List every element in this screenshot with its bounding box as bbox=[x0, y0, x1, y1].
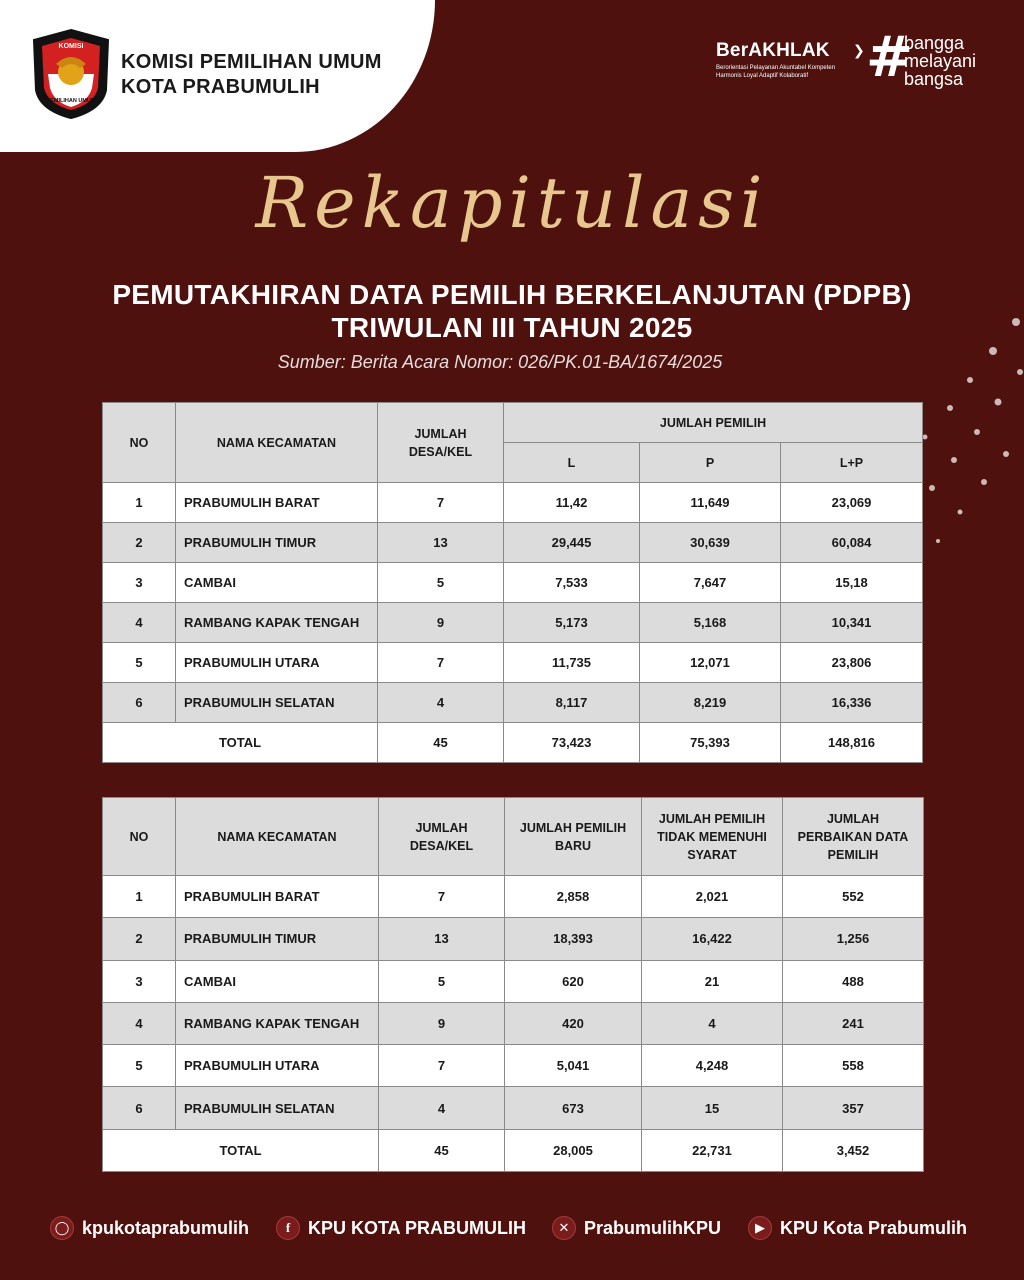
cell-nama: PRABUMULIH SELATAN bbox=[176, 683, 378, 723]
cell-p: 5,168 bbox=[640, 603, 781, 643]
cell-perbaikan: 241 bbox=[783, 1002, 924, 1044]
header-perbaikan-line1: JUMLAH bbox=[826, 811, 880, 826]
cell-perbaikan: 558 bbox=[783, 1045, 924, 1087]
cell-nama: PRABUMULIH BARAT bbox=[176, 876, 379, 918]
header-jumlah-pemilih: JUMLAH PEMILIH bbox=[504, 403, 923, 443]
logo-text-bottom: PEMILIHAN UMUM bbox=[46, 98, 96, 104]
header-jumlah-desa bbox=[378, 403, 504, 483]
header-nama-kecamatan: NAMA KECAMATAN bbox=[176, 403, 378, 483]
cell-nama: PRABUMULIH SELATAN bbox=[176, 1087, 379, 1129]
page-title bbox=[0, 278, 1024, 344]
cell-tms: 4,248 bbox=[642, 1045, 783, 1087]
table-row bbox=[103, 876, 924, 918]
cell-no: 5 bbox=[103, 643, 176, 683]
cell-nama: CAMBAI bbox=[176, 960, 379, 1002]
cell-nama: RAMBANG KAPAK TENGAH bbox=[176, 603, 378, 643]
source-note: Sumber: Berita Acara Nomor: 026/PK.01-BA/1674/2025 bbox=[277, 352, 723, 372]
table-row bbox=[103, 1002, 924, 1044]
youtube-handle: KPU Kota Prabumulih bbox=[780, 1217, 968, 1238]
header-jumlah-desa-line2: DESA/KEL bbox=[408, 444, 473, 459]
cell-tms: 15 bbox=[642, 1087, 783, 1129]
cell-tms: 16,422 bbox=[642, 918, 783, 960]
cell-lp: 23,806 bbox=[781, 643, 923, 683]
cell-desa: 13 bbox=[379, 918, 505, 960]
cell-desa: 4 bbox=[378, 683, 504, 723]
youtube-icon: ▶ bbox=[748, 1216, 772, 1240]
cell-lp: 60,084 bbox=[781, 523, 923, 563]
header-tms-line3: SYARAT bbox=[687, 847, 737, 862]
cell-p: 12,071 bbox=[640, 643, 781, 683]
cell-no: 1 bbox=[103, 876, 176, 918]
berakhlak-word: BerAKHLAK bbox=[716, 40, 830, 61]
logo-text-top: KOMISI bbox=[58, 43, 84, 50]
cell-desa: 5 bbox=[379, 960, 505, 1002]
cell-tms: 21 bbox=[642, 960, 783, 1002]
hashtag-icon: # bbox=[866, 25, 913, 90]
berakhlak-sub2: Harmonis Loyal Adaptif Kolaboratif bbox=[716, 73, 809, 79]
facebook-handle: KPU KOTA PRABUMULIH bbox=[308, 1217, 526, 1238]
table-row bbox=[103, 603, 923, 643]
kpu-logo-icon bbox=[30, 28, 112, 120]
cell-no: 6 bbox=[103, 683, 176, 723]
table-row bbox=[103, 523, 923, 563]
cell-baru: 2,858 bbox=[505, 876, 642, 918]
cell-lp: 15,18 bbox=[781, 563, 923, 603]
total-label: TOTAL bbox=[103, 723, 378, 763]
table-row bbox=[103, 643, 923, 683]
x-icon: ✕ bbox=[552, 1216, 576, 1240]
cell-p: 30,639 bbox=[640, 523, 781, 563]
cell-p: 8,219 bbox=[640, 683, 781, 723]
youtube-link[interactable] bbox=[748, 1216, 967, 1240]
total-p: 75,393 bbox=[640, 723, 781, 763]
cell-lp: 10,341 bbox=[781, 603, 923, 643]
table-row bbox=[103, 1045, 924, 1087]
cell-lp: 23,069 bbox=[781, 483, 923, 523]
cell-p: 11,649 bbox=[640, 483, 781, 523]
cell-desa: 7 bbox=[379, 876, 505, 918]
header-no: NO bbox=[103, 798, 176, 876]
cell-perbaikan: 488 bbox=[783, 960, 924, 1002]
table-total-row bbox=[103, 723, 923, 763]
cell-perbaikan: 357 bbox=[783, 1087, 924, 1129]
title-line1: PEMUTAKHIRAN DATA PEMILIH BERKELANJUTAN (PDPB) bbox=[112, 279, 912, 310]
cell-nama: PRABUMULIH TIMUR bbox=[176, 918, 379, 960]
cell-baru: 5,041 bbox=[505, 1045, 642, 1087]
voter-count-table bbox=[102, 402, 923, 763]
social-footer bbox=[0, 1216, 1024, 1250]
cell-nama: CAMBAI bbox=[176, 563, 378, 603]
cell-desa: 13 bbox=[378, 523, 504, 563]
total-l: 73,423 bbox=[504, 723, 640, 763]
header-tms-line2: TIDAK MEMENUHI bbox=[657, 829, 767, 844]
cell-baru: 620 bbox=[505, 960, 642, 1002]
header-p: P bbox=[640, 443, 781, 483]
cell-desa: 9 bbox=[378, 603, 504, 643]
cell-tms: 4 bbox=[642, 1002, 783, 1044]
table-row bbox=[103, 563, 923, 603]
cell-no: 6 bbox=[103, 1087, 176, 1129]
total-baru: 28,005 bbox=[505, 1129, 642, 1171]
bangga-line3: bangsa bbox=[904, 69, 964, 89]
header-tidak-memenuhi-syarat bbox=[642, 798, 783, 876]
cell-tms: 2,021 bbox=[642, 876, 783, 918]
facebook-icon: f bbox=[276, 1216, 300, 1240]
header-perbaikan-line2: PERBAIKAN DATA bbox=[797, 829, 909, 844]
header-tms-line1: JUMLAH PEMILIH bbox=[658, 811, 766, 826]
header-baru-line1: JUMLAH PEMILIH bbox=[519, 820, 627, 835]
x-link[interactable] bbox=[552, 1216, 721, 1240]
header-card bbox=[0, 0, 435, 152]
cell-baru: 673 bbox=[505, 1087, 642, 1129]
organization-name bbox=[121, 50, 382, 100]
table-row bbox=[103, 1087, 924, 1129]
cell-desa: 5 bbox=[378, 563, 504, 603]
cell-lp: 16,336 bbox=[781, 683, 923, 723]
cell-no: 1 bbox=[103, 483, 176, 523]
cell-l: 11,735 bbox=[504, 643, 640, 683]
cell-no: 4 bbox=[103, 603, 176, 643]
total-desa: 45 bbox=[379, 1129, 505, 1171]
cell-nama: PRABUMULIH UTARA bbox=[176, 1045, 379, 1087]
cell-desa: 7 bbox=[378, 483, 504, 523]
facebook-link[interactable] bbox=[276, 1216, 526, 1240]
cell-l: 11,42 bbox=[504, 483, 640, 523]
title-line2: TRIWULAN III TAHUN 2025 bbox=[331, 312, 693, 343]
cell-nama: PRABUMULIH UTARA bbox=[176, 643, 378, 683]
header-nama-kecamatan: NAMA KECAMATAN bbox=[176, 798, 379, 876]
header-baru-line2: BARU bbox=[554, 838, 592, 853]
cell-l: 7,533 bbox=[504, 563, 640, 603]
table1-body bbox=[103, 483, 923, 723]
instagram-link[interactable] bbox=[50, 1216, 249, 1240]
total-label: TOTAL bbox=[103, 1129, 379, 1171]
table-total-row bbox=[103, 1129, 924, 1171]
total-desa: 45 bbox=[378, 723, 504, 763]
instagram-icon: ◯ bbox=[50, 1216, 74, 1240]
cell-p: 7,647 bbox=[640, 563, 781, 603]
header-pemilih-baru bbox=[505, 798, 642, 876]
header-jumlah-desa-line1: JUMLAH bbox=[415, 820, 468, 835]
table-row bbox=[103, 960, 924, 1002]
bangga-line2: melayani bbox=[904, 51, 977, 71]
cell-baru: 18,393 bbox=[505, 918, 642, 960]
cell-desa: 7 bbox=[378, 643, 504, 683]
cell-no: 3 bbox=[103, 960, 176, 1002]
header-perbaikan-line3: PEMILIH bbox=[827, 847, 879, 862]
header-jumlah-desa bbox=[379, 798, 505, 876]
cell-no: 5 bbox=[103, 1045, 176, 1087]
cell-no: 2 bbox=[103, 918, 176, 960]
cell-nama: PRABUMULIH BARAT bbox=[176, 483, 378, 523]
header-lp: L+P bbox=[781, 443, 923, 483]
total-perbaikan: 3,452 bbox=[783, 1129, 924, 1171]
bangga-melayani-bangsa bbox=[904, 34, 976, 88]
x-handle: PrabumulihKPU bbox=[584, 1217, 722, 1238]
table-row bbox=[103, 918, 924, 960]
cell-no: 3 bbox=[103, 563, 176, 603]
header-no: NO bbox=[103, 403, 176, 483]
org-name-line2: KOTA PRABUMULIH bbox=[121, 76, 320, 98]
cell-desa: 4 bbox=[379, 1087, 505, 1129]
cell-perbaikan: 552 bbox=[783, 876, 924, 918]
cell-l: 8,117 bbox=[504, 683, 640, 723]
table-row bbox=[103, 483, 923, 523]
cell-perbaikan: 1,256 bbox=[783, 918, 924, 960]
cell-baru: 420 bbox=[505, 1002, 642, 1044]
cell-l: 29,445 bbox=[504, 523, 640, 563]
table-row bbox=[103, 683, 923, 723]
header-perbaikan-data bbox=[783, 798, 924, 876]
decorative-dots bbox=[920, 310, 1024, 560]
total-lp: 148,816 bbox=[781, 723, 923, 763]
cell-no: 4 bbox=[103, 1002, 176, 1044]
bangga-line1: bangga bbox=[904, 33, 965, 53]
instagram-handle: kpukotaprabumulih bbox=[82, 1217, 250, 1238]
cell-l: 5,173 bbox=[504, 603, 640, 643]
cell-no: 2 bbox=[103, 523, 176, 563]
chevron-right-icon: ❯ bbox=[853, 42, 865, 58]
header-jumlah-desa-line1: JUMLAH bbox=[414, 426, 467, 441]
voter-update-table bbox=[102, 797, 924, 1172]
table2-body bbox=[103, 876, 924, 1130]
org-name-line1: KOMISI PEMILIHAN UMUM bbox=[121, 51, 382, 73]
berakhlak-sub1: Berorientasi Pelayanan Akuntabel Kompeten bbox=[716, 65, 836, 71]
cell-desa: 7 bbox=[379, 1045, 505, 1087]
total-tms: 22,731 bbox=[642, 1129, 783, 1171]
cell-nama: PRABUMULIH TIMUR bbox=[176, 523, 378, 563]
header-l: L bbox=[504, 443, 640, 483]
script-title: Rekapitulasi bbox=[255, 162, 769, 244]
cell-desa: 9 bbox=[379, 1002, 505, 1044]
cell-nama: RAMBANG KAPAK TENGAH bbox=[176, 1002, 379, 1044]
header-jumlah-desa-line2: DESA/KEL bbox=[409, 838, 474, 853]
berakhlak-logo bbox=[716, 40, 866, 80]
